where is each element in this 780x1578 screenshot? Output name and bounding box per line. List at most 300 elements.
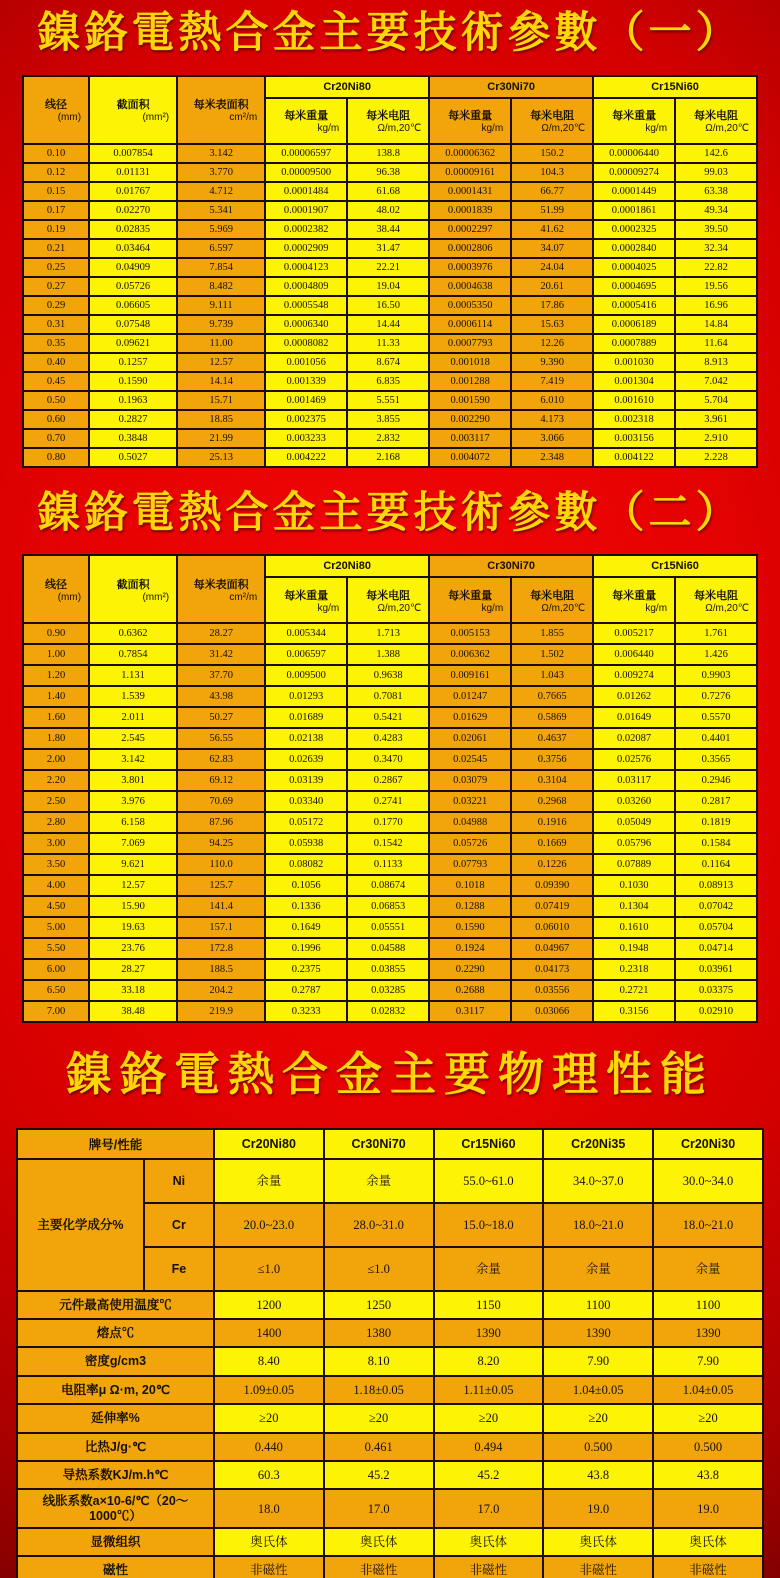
value-cell: 0.1030 xyxy=(593,875,675,896)
value-cell: 94.25 xyxy=(177,833,265,854)
value-cell: 0.02087 xyxy=(593,728,675,749)
value-cell: 0.1963 xyxy=(89,391,177,410)
value-cell: 11.33 xyxy=(347,334,429,353)
header-alloy-cr20ni80: Cr20Ni80 xyxy=(265,76,429,98)
value-cell: 33.18 xyxy=(89,980,177,1001)
value-cell: 0.05726 xyxy=(89,277,177,296)
value-cell: 172.8 xyxy=(177,938,265,959)
value-cell: 6.158 xyxy=(89,812,177,833)
table-row xyxy=(23,1001,757,1022)
value-cell: 0.01689 xyxy=(265,707,347,728)
value-cell: 0.05938 xyxy=(265,833,347,854)
value-cell: 16.96 xyxy=(675,296,757,315)
value-cell: 0.03221 xyxy=(429,791,511,812)
header-resistance-per-meter xyxy=(347,98,429,144)
value-cell: 2.832 xyxy=(347,429,429,448)
value-cell: 0.001304 xyxy=(593,372,675,391)
value-cell: 0.001030 xyxy=(593,353,675,372)
value-cell: 余量 xyxy=(214,1159,324,1203)
value-cell: 7.90 xyxy=(653,1347,763,1375)
value-cell: 110.0 xyxy=(177,854,265,875)
value-cell: 219.9 xyxy=(177,1001,265,1022)
value-cell: 2.228 xyxy=(675,448,757,467)
wire-diameter-cell: 0.40 xyxy=(23,353,89,372)
table-row xyxy=(23,896,757,917)
wire-diameter-cell: 0.50 xyxy=(23,391,89,410)
value-cell: 0.0004638 xyxy=(429,277,511,296)
value-cell: 0.002375 xyxy=(265,410,347,429)
value-cell: 0.2827 xyxy=(89,410,177,429)
wire-diameter-cell: 0.12 xyxy=(23,163,89,182)
value-cell: 0.002318 xyxy=(593,410,675,429)
value-cell: 0.5027 xyxy=(89,448,177,467)
value-cell: 5.704 xyxy=(675,391,757,410)
header-label: 每米表面积 xyxy=(193,578,249,591)
value-cell: 3.142 xyxy=(89,749,177,770)
property-label: 磁性 xyxy=(17,1556,214,1578)
wire-diameter-cell: 5.00 xyxy=(23,917,89,938)
value-cell: 0.03961 xyxy=(675,959,757,980)
value-cell: 20.0~23.0 xyxy=(214,1203,324,1247)
value-cell: ≥20 xyxy=(653,1404,763,1432)
value-cell: 0.9638 xyxy=(347,665,429,686)
value-cell: 39.50 xyxy=(675,220,757,239)
value-cell: 0.03556 xyxy=(511,980,593,1001)
value-cell: 0.004122 xyxy=(593,448,675,467)
value-cell: 1.761 xyxy=(675,623,757,644)
value-cell: 1150 xyxy=(434,1291,544,1319)
value-cell: 0.7854 xyxy=(89,644,177,665)
value-cell: 62.83 xyxy=(177,749,265,770)
header-unit: kg/m xyxy=(645,123,668,135)
value-cell: 4.173 xyxy=(511,410,593,429)
value-cell: 19.0 xyxy=(543,1489,653,1528)
value-cell: 8.20 xyxy=(434,1347,544,1375)
value-cell: 0.00009274 xyxy=(593,163,675,182)
value-cell: 0.02835 xyxy=(89,220,177,239)
value-cell: 0.2968 xyxy=(511,791,593,812)
wire-diameter-cell: 0.90 xyxy=(23,623,89,644)
value-cell: 14.84 xyxy=(675,315,757,334)
value-cell: 49.34 xyxy=(675,201,757,220)
header-unit: kg/m xyxy=(645,602,668,614)
value-cell: 0.07793 xyxy=(429,854,511,875)
header-unit: (mm) xyxy=(57,591,82,603)
table-row xyxy=(23,391,757,410)
table-row xyxy=(23,296,757,315)
wire-diameter-cell: 2.80 xyxy=(23,812,89,833)
table-row xyxy=(23,959,757,980)
table-row xyxy=(23,917,757,938)
table-row xyxy=(23,833,757,854)
value-cell: 0.02270 xyxy=(89,201,177,220)
table-row xyxy=(23,220,757,239)
value-cell: 8.674 xyxy=(347,353,429,372)
header-unit: cm²/m xyxy=(229,112,258,124)
value-cell: 0.02832 xyxy=(347,1001,429,1022)
value-cell: 141.4 xyxy=(177,896,265,917)
value-cell: 0.0005350 xyxy=(429,296,511,315)
value-cell: 0.03139 xyxy=(265,770,347,791)
value-cell: 1390 xyxy=(434,1319,544,1347)
table-row xyxy=(23,980,757,1001)
value-cell: 0.3470 xyxy=(347,749,429,770)
value-cell: 157.1 xyxy=(177,917,265,938)
element-label: Fe xyxy=(144,1247,214,1291)
value-cell: 4.712 xyxy=(177,182,265,201)
property-row xyxy=(17,1404,763,1432)
value-cell: ≥20 xyxy=(434,1404,544,1432)
header-grade-property: 牌号/性能 xyxy=(17,1129,214,1159)
value-cell: 15.90 xyxy=(89,896,177,917)
value-cell: 0.7081 xyxy=(347,686,429,707)
value-cell: 0.2318 xyxy=(593,959,675,980)
value-cell: 0.0004695 xyxy=(593,277,675,296)
value-cell: 0.04909 xyxy=(89,258,177,277)
value-cell: 0.01629 xyxy=(429,707,511,728)
value-cell: 20.61 xyxy=(511,277,593,296)
value-cell: 0.440 xyxy=(214,1433,324,1461)
value-cell: 0.0006114 xyxy=(429,315,511,334)
value-cell: 0.004072 xyxy=(429,448,511,467)
value-cell: 38.44 xyxy=(347,220,429,239)
value-cell: 204.2 xyxy=(177,980,265,1001)
value-cell: 余量 xyxy=(543,1247,653,1291)
value-cell: 0.03260 xyxy=(593,791,675,812)
table-row xyxy=(23,854,757,875)
value-cell: 0.0007889 xyxy=(593,334,675,353)
value-cell: 15.63 xyxy=(511,315,593,334)
property-row xyxy=(17,1556,763,1578)
value-cell: 0.0002325 xyxy=(593,220,675,239)
wire-diameter-cell: 0.25 xyxy=(23,258,89,277)
value-cell: 38.48 xyxy=(89,1001,177,1022)
value-cell: 0.0007793 xyxy=(429,334,511,353)
value-cell: 7.042 xyxy=(675,372,757,391)
value-cell: 0.494 xyxy=(434,1433,544,1461)
value-cell: 24.04 xyxy=(511,258,593,277)
value-cell: 1.131 xyxy=(89,665,177,686)
value-cell: 150.2 xyxy=(511,144,593,163)
property-label: 元件最高使用温度℃ xyxy=(17,1291,214,1319)
value-cell: 188.5 xyxy=(177,959,265,980)
header-unit: kg/m xyxy=(317,123,340,135)
wire-diameter-cell: 0.15 xyxy=(23,182,89,201)
value-cell: 0.5421 xyxy=(347,707,429,728)
header-weight-per-meter xyxy=(265,98,347,144)
table-row xyxy=(23,201,757,220)
value-cell: 0.1164 xyxy=(675,854,757,875)
value-cell: 0.1018 xyxy=(429,875,511,896)
value-cell: 7.069 xyxy=(89,833,177,854)
value-cell: 0.02061 xyxy=(429,728,511,749)
header-unit: Ω/m,20℃ xyxy=(541,123,586,135)
header-grade-cr20ni80: Cr20Ni80 xyxy=(214,1129,324,1159)
value-cell: 0.006597 xyxy=(265,644,347,665)
value-cell: 9.739 xyxy=(177,315,265,334)
value-cell: 12.26 xyxy=(511,334,593,353)
value-cell: 70.69 xyxy=(177,791,265,812)
table2-title: 鎳鉻電熱合金主要技術參數（二） xyxy=(37,487,743,538)
value-cell: 非磁性 xyxy=(653,1556,763,1578)
value-cell: 0.1590 xyxy=(89,372,177,391)
property-row xyxy=(17,1528,763,1556)
value-cell: 0.001590 xyxy=(429,391,511,410)
table-row xyxy=(23,686,757,707)
value-cell: 0.09390 xyxy=(511,875,593,896)
value-cell: 1.09±0.05 xyxy=(214,1376,324,1404)
value-cell: 0.1056 xyxy=(265,875,347,896)
table-row xyxy=(23,812,757,833)
value-cell: 18.85 xyxy=(177,410,265,429)
header-alloy-cr30ni70: Cr30Ni70 xyxy=(429,76,593,98)
value-cell: 0.3565 xyxy=(675,749,757,770)
table-row xyxy=(23,938,757,959)
value-cell: ≥20 xyxy=(324,1404,434,1432)
value-cell: 104.3 xyxy=(511,163,593,182)
value-cell: 0.005153 xyxy=(429,623,511,644)
header-unit: cm²/m xyxy=(229,591,258,603)
table-row xyxy=(23,448,757,467)
value-cell: 余量 xyxy=(324,1159,434,1203)
header-label: 每米电阻 xyxy=(694,110,739,123)
value-cell: 28.0~31.0 xyxy=(324,1203,434,1247)
value-cell: 31.42 xyxy=(177,644,265,665)
value-cell: 0.2721 xyxy=(593,980,675,1001)
value-cell: 43.8 xyxy=(543,1461,653,1489)
value-cell: 43.98 xyxy=(177,686,265,707)
value-cell: 0.03285 xyxy=(347,980,429,1001)
value-cell: 0.3104 xyxy=(511,770,593,791)
header-label: 截面积 xyxy=(116,99,150,112)
value-cell: 0.03464 xyxy=(89,239,177,258)
header-grade-cr20ni30: Cr20Ni30 xyxy=(653,1129,763,1159)
value-cell: 0.07042 xyxy=(675,896,757,917)
wire-diameter-cell: 6.00 xyxy=(23,959,89,980)
value-cell: 0.0004809 xyxy=(265,277,347,296)
value-cell: 43.8 xyxy=(653,1461,763,1489)
value-cell: 0.06853 xyxy=(347,896,429,917)
header-label: 每米电阻 xyxy=(530,589,575,602)
header-alloy-cr30ni70: Cr30Ni70 xyxy=(429,555,593,577)
value-cell: 0.01131 xyxy=(89,163,177,182)
value-cell: 0.1257 xyxy=(89,353,177,372)
table-row xyxy=(23,728,757,749)
value-cell: 0.03340 xyxy=(265,791,347,812)
value-cell: 0.003156 xyxy=(593,429,675,448)
wire-diameter-cell: 0.80 xyxy=(23,448,89,467)
element-label: Cr xyxy=(144,1203,214,1247)
value-cell: 0.0004123 xyxy=(265,258,347,277)
wire-diameter-cell: 0.27 xyxy=(23,277,89,296)
table3-title: 鎳鉻電熱合金主要物理性能 xyxy=(66,1047,714,1102)
value-cell: 0.09621 xyxy=(89,334,177,353)
table-row xyxy=(23,353,757,372)
table-row xyxy=(23,429,757,448)
value-cell: 56.55 xyxy=(177,728,265,749)
value-cell: 0.0001484 xyxy=(265,182,347,201)
value-cell: 1380 xyxy=(324,1319,434,1347)
value-cell: 0.003117 xyxy=(429,429,511,448)
wire-diameter-cell: 0.21 xyxy=(23,239,89,258)
property-row xyxy=(17,1489,763,1528)
value-cell: 余量 xyxy=(434,1247,544,1291)
value-cell: 5.969 xyxy=(177,220,265,239)
property-row xyxy=(17,1347,763,1375)
header-grade-cr20ni35: Cr20Ni35 xyxy=(543,1129,653,1159)
value-cell: 1.502 xyxy=(511,644,593,665)
value-cell: 0.1288 xyxy=(429,896,511,917)
wire-diameter-cell: 0.60 xyxy=(23,410,89,429)
value-cell: 14.14 xyxy=(177,372,265,391)
property-row xyxy=(17,1291,763,1319)
header-label: 每米重量 xyxy=(448,110,493,123)
header-label: 每米电阻 xyxy=(694,589,739,602)
value-cell: 1.713 xyxy=(347,623,429,644)
value-cell: 60.3 xyxy=(214,1461,324,1489)
value-cell: 0.005344 xyxy=(265,623,347,644)
value-cell: 0.0002909 xyxy=(265,239,347,258)
header-grade-cr15ni60: Cr15Ni60 xyxy=(434,1129,544,1159)
value-cell: 0.0001861 xyxy=(593,201,675,220)
table-row xyxy=(23,410,757,429)
value-cell: 2.910 xyxy=(675,429,757,448)
table-row xyxy=(23,770,757,791)
value-cell: 非磁性 xyxy=(214,1556,324,1578)
value-cell: 0.461 xyxy=(324,1433,434,1461)
value-cell: 0.00006597 xyxy=(265,144,347,163)
value-cell: ≥20 xyxy=(543,1404,653,1432)
wire-diameter-cell: 0.17 xyxy=(23,201,89,220)
value-cell: 2.011 xyxy=(89,707,177,728)
value-cell: 0.3117 xyxy=(429,1001,511,1022)
header-alloy-cr15ni60: Cr15Ni60 xyxy=(593,76,757,98)
value-cell: 0.07548 xyxy=(89,315,177,334)
property-row xyxy=(17,1433,763,1461)
wire-diameter-cell: 1.40 xyxy=(23,686,89,707)
value-cell: 0.1819 xyxy=(675,812,757,833)
value-cell: 0.1336 xyxy=(265,896,347,917)
value-cell: 3.976 xyxy=(89,791,177,812)
table-row xyxy=(23,239,757,258)
value-cell: 0.0003976 xyxy=(429,258,511,277)
value-cell: 1400 xyxy=(214,1319,324,1347)
value-cell: 1.388 xyxy=(347,644,429,665)
header-label: 每米表面积 xyxy=(193,99,249,112)
property-label: 密度g/cm3 xyxy=(17,1347,214,1375)
header-label: 每米电阻 xyxy=(530,110,575,123)
value-cell: 0.1649 xyxy=(265,917,347,938)
value-cell: 17.86 xyxy=(511,296,593,315)
value-cell: 48.02 xyxy=(347,201,429,220)
table-row xyxy=(23,707,757,728)
value-cell: 0.3156 xyxy=(593,1001,675,1022)
header-unit: (mm) xyxy=(57,112,82,124)
value-cell: 34.07 xyxy=(511,239,593,258)
value-cell: 9.390 xyxy=(511,353,593,372)
wire-diameter-cell: 2.20 xyxy=(23,770,89,791)
value-cell: ≤1.0 xyxy=(214,1247,324,1291)
value-cell: 0.0001431 xyxy=(429,182,511,201)
value-cell: 非磁性 xyxy=(543,1556,653,1578)
value-cell: 0.006362 xyxy=(429,644,511,665)
value-cell: 0.1584 xyxy=(675,833,757,854)
property-row xyxy=(17,1376,763,1404)
table-row xyxy=(23,182,757,201)
value-cell: 0.5570 xyxy=(675,707,757,728)
property-row xyxy=(17,1319,763,1347)
value-cell: 5.551 xyxy=(347,391,429,410)
table-row xyxy=(23,258,757,277)
value-cell: 1.11±0.05 xyxy=(434,1376,544,1404)
value-cell: 非磁性 xyxy=(434,1556,544,1578)
value-cell: 0.01767 xyxy=(89,182,177,201)
wire-diameter-cell: 4.50 xyxy=(23,896,89,917)
chemical-composition-row xyxy=(17,1159,763,1203)
header-unit: kg/m xyxy=(481,123,504,135)
value-cell: 0.02576 xyxy=(593,749,675,770)
value-cell: 0.2867 xyxy=(347,770,429,791)
header-resistance-per-meter xyxy=(511,577,593,623)
value-cell: 0.0002382 xyxy=(265,220,347,239)
value-cell: 1.18±0.05 xyxy=(324,1376,434,1404)
value-cell: 22.82 xyxy=(675,258,757,277)
value-cell: 0.04988 xyxy=(429,812,511,833)
value-cell: 奥氏体 xyxy=(434,1528,544,1556)
value-cell: 0.3233 xyxy=(265,1001,347,1022)
value-cell: 0.03375 xyxy=(675,980,757,1001)
value-cell: 96.38 xyxy=(347,163,429,182)
value-cell: 0.001018 xyxy=(429,353,511,372)
value-cell: 0.4637 xyxy=(511,728,593,749)
value-cell: 奥氏体 xyxy=(543,1528,653,1556)
value-cell: 19.56 xyxy=(675,277,757,296)
value-cell: 8.40 xyxy=(214,1347,324,1375)
table-row xyxy=(23,791,757,812)
value-cell: 22.21 xyxy=(347,258,429,277)
value-cell: 0.006440 xyxy=(593,644,675,665)
wire-diameter-cell: 1.00 xyxy=(23,644,89,665)
table-row xyxy=(23,315,757,334)
table-row xyxy=(23,144,757,163)
value-cell: 8.10 xyxy=(324,1347,434,1375)
header-label: 每米重量 xyxy=(612,589,657,602)
header-unit: kg/m xyxy=(481,602,504,614)
value-cell: 奥氏体 xyxy=(214,1528,324,1556)
header-resistance-per-meter xyxy=(347,577,429,623)
value-cell: 0.009274 xyxy=(593,665,675,686)
value-cell: 1.426 xyxy=(675,644,757,665)
header-resistance-per-meter xyxy=(675,577,757,623)
value-cell: 31.47 xyxy=(347,239,429,258)
value-cell: 0.0006340 xyxy=(265,315,347,334)
value-cell: 0.02910 xyxy=(675,1001,757,1022)
value-cell: 1200 xyxy=(214,1291,324,1319)
value-cell: 0.500 xyxy=(653,1433,763,1461)
value-cell: 余量 xyxy=(653,1247,763,1291)
table-row xyxy=(23,644,757,665)
wire-diameter-cell: 6.50 xyxy=(23,980,89,1001)
value-cell: 19.63 xyxy=(89,917,177,938)
value-cell: 0.02545 xyxy=(429,749,511,770)
value-cell: 0.01293 xyxy=(265,686,347,707)
table-row xyxy=(23,749,757,770)
value-cell: 15.0~18.0 xyxy=(434,1203,544,1247)
value-cell: 0.0008082 xyxy=(265,334,347,353)
value-cell: 15.71 xyxy=(177,391,265,410)
value-cell: 1390 xyxy=(543,1319,653,1347)
value-cell: 1.043 xyxy=(511,665,593,686)
